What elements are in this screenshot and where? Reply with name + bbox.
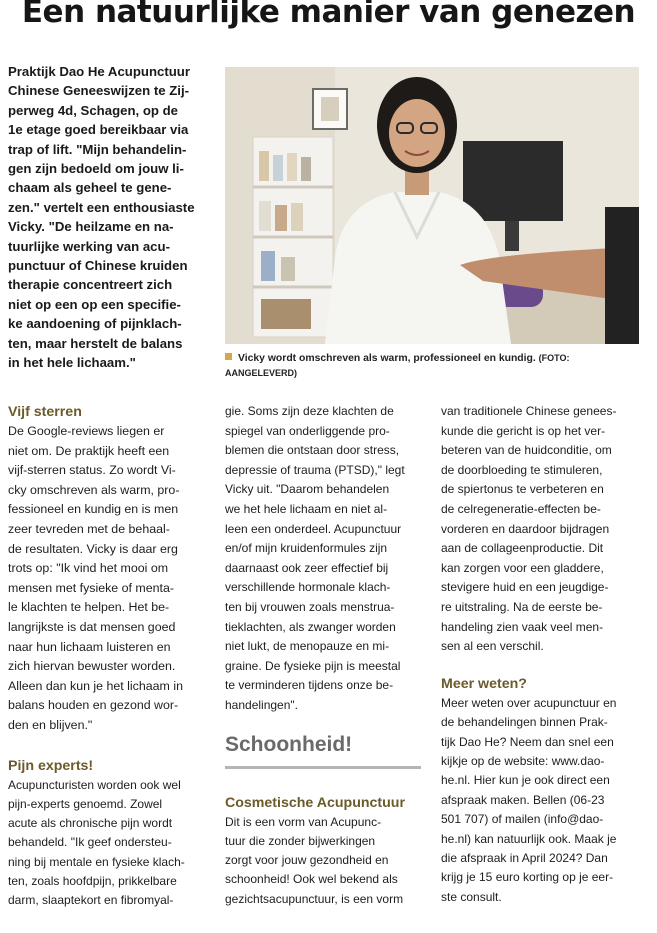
- text-line: den en blijven.": [8, 717, 93, 732]
- text-line: Dit is een vorm van Acupunc-: [225, 814, 382, 829]
- text-line: stevigere huid en een jeugdige-: [441, 580, 609, 595]
- text-line: acute als chronische pijn wordt: [8, 816, 173, 831]
- intro-line: trap of lift. "Mijn behandelin-: [8, 141, 187, 157]
- intro-line: chaam als geheel te gene-: [8, 180, 172, 196]
- text-line: de celregeneratie-effecten be-: [441, 501, 601, 516]
- paragraph-vijf-sterren: [8, 422, 212, 736]
- intro-line: gen zijn bedoeld om jouw li-: [8, 161, 184, 177]
- text-line: te verminderen tijdens onze be-: [225, 678, 394, 693]
- text-line: darm, slaaptekort en fibromyal-: [8, 893, 174, 908]
- caption-text: Vicky wordt omschreven als warm, professioneel en kundig.: [238, 353, 536, 364]
- text-line: niet lukt, de menopauze en mi-: [225, 639, 390, 654]
- article-photo: [225, 67, 639, 344]
- text-line: beteren van de huidconditie, om: [441, 443, 612, 458]
- text-line: gezichtsacupunctuur, is een vorm: [225, 891, 404, 906]
- text-line: trots op: "Ik vind het mooi om: [8, 561, 169, 576]
- text-line: Alleen dan kun je het lichaam in: [8, 678, 183, 693]
- text-line: daarnaast ook zeer effectief bij: [225, 560, 389, 575]
- text-line: leen een onderdeel. Acupunctuur: [225, 521, 402, 536]
- caption-marker-icon: [225, 353, 232, 360]
- text-line: ste consult.: [441, 889, 502, 904]
- text-line: le klachten te helpen. Het be-: [8, 600, 170, 615]
- text-line: cky omschreven als warm, pro-: [8, 482, 180, 497]
- intro-line: perweg 4d, Schagen, op de: [8, 102, 179, 118]
- text-line: ning bij mentale en fysieke klach-: [8, 854, 185, 869]
- photo-caption: [225, 351, 645, 381]
- paragraph-traditionele: [441, 402, 641, 657]
- text-line: handeling zien vaak veel men-: [441, 619, 604, 634]
- intro-paragraph: [8, 62, 212, 373]
- headline: Een natuurlijke manier van genezen: [21, 0, 636, 30]
- intro-line: ke aandoening of pijnklach-: [8, 316, 182, 332]
- text-line: van traditionele Chinese genees-: [441, 404, 617, 418]
- text-line: die afspraak in April 2024? Dan: [441, 850, 608, 865]
- intro-line: Vicky. "De heilzame en na-: [8, 219, 174, 235]
- heading-cosmetische-acupunctuur: Cosmetische Acupunctuur: [225, 794, 405, 811]
- text-line: Acupuncturisten worden ook wel: [8, 777, 181, 792]
- text-line: naar hun lichaam luisteren en: [8, 639, 171, 654]
- text-line: niet om. De praktijk heeft een: [8, 443, 170, 458]
- text-line: sen al een verschil.: [441, 639, 544, 654]
- text-line: afspraak maken. Bellen (06-23: [441, 792, 605, 807]
- heading-meer-weten: Meer weten?: [441, 675, 527, 692]
- text-line: Vicky uit. "Daarom behandelen: [225, 482, 390, 497]
- text-line: ten, zoals hoofdpijn, prikkelbare: [8, 873, 177, 888]
- text-line: de doorbloeding te stimuleren,: [441, 462, 603, 477]
- text-line: behandeld. "Ik geef ondersteu-: [8, 835, 172, 850]
- column-3: [441, 402, 641, 907]
- text-line: tieklachten, als zwanger worden: [225, 619, 396, 634]
- text-line: spiegel van onderliggende pro-: [225, 423, 390, 438]
- paragraph-meer-weten: [441, 694, 641, 907]
- text-line: Meer weten over acupunctuur en: [441, 695, 617, 710]
- intro-line: Chinese Geneeswijzen te Zij-: [8, 83, 190, 99]
- text-line: balans houden en gezond wor-: [8, 698, 179, 713]
- text-line: krijg je 15 euro korting op je eer-: [441, 870, 614, 885]
- text-line: we het hele lichaam en niet al-: [225, 501, 388, 516]
- text-line: ten bij vrouwen zoals menstrua-: [225, 599, 395, 614]
- column-2: [225, 402, 425, 909]
- text-line: fessioneel en kundig en is men: [8, 502, 179, 517]
- text-line: re uitstraling. Na de eerste be-: [441, 599, 603, 614]
- text-line: pijn-experts genoemd. Zowel: [8, 796, 163, 811]
- intro-line: therapie concentreert zich: [8, 277, 173, 293]
- text-line: blemen die ontstaan door stress,: [225, 443, 400, 458]
- text-line: zeer tevreden met de behaal-: [8, 521, 170, 536]
- intro-line: in het hele lichaam.": [8, 355, 136, 371]
- text-line: tuur die zonder bijwerkingen: [225, 833, 376, 848]
- column-1: [8, 402, 212, 911]
- text-line: 501 707) of mailen (info@dao-: [441, 812, 604, 827]
- text-line: tijk Dao He? Neem dan snel een: [441, 734, 614, 749]
- text-line: aan de collageenproductie. Dit: [441, 541, 604, 556]
- text-line: graine. De fysieke pijn is meestal: [225, 658, 401, 673]
- text-line: kan zorgen voor een gladdere,: [441, 560, 604, 575]
- text-line: kijkje op de website: www.dao-: [441, 753, 605, 768]
- intro-line: niet op een op een specifie-: [8, 296, 181, 312]
- intro-line: punctuur of Chinese kruiden: [8, 258, 188, 274]
- text-line: en/of mijn kruidenformules zijn: [225, 541, 388, 556]
- text-line: gie. Soms zijn deze klachten de: [225, 404, 394, 418]
- section-title-schoonheid: Schoonheid!: [225, 732, 353, 756]
- intro-line: ten, maar herstelt de balans: [8, 335, 183, 351]
- intro-line: 1e etage goed bereikbaar via: [8, 122, 189, 138]
- intro-line: zen." vertelt een enthousiaste: [8, 199, 195, 215]
- paragraph-pijn-experts: [8, 776, 212, 911]
- caption-credit-line2: AANGELEVERD): [225, 368, 298, 378]
- text-line: depressie of trauma (PTSD)," legt: [225, 462, 405, 477]
- text-line: zich hiervan bewuster worden.: [8, 659, 176, 674]
- text-line: schoonheid! Ook wel bekend als: [225, 872, 398, 887]
- caption-credit: (FOTO:: [538, 353, 570, 363]
- text-line: de behandelingen binnen Prak-: [441, 715, 608, 730]
- photo-illustration: [225, 67, 639, 344]
- text-line: de spiertonus te verbeteren en: [441, 482, 604, 497]
- text-line: he.nl) kan natuurlijk ook. Maak je: [441, 831, 617, 846]
- text-line: mensen met fysieke of menta-: [8, 580, 174, 595]
- heading-vijf-sterren: Vijf sterren: [8, 404, 82, 420]
- text-line: kunde die gericht is op het ver-: [441, 423, 606, 438]
- text-line: vorderen en daardoor bijdragen: [441, 521, 610, 536]
- text-line: de resultaten. Vicky is daar erg: [8, 541, 178, 556]
- text-line: handelingen".: [225, 697, 298, 712]
- text-line: he.nl. Hier kun je ook direct een: [441, 773, 610, 788]
- intro-line: Praktijk Dao He Acupunctuur: [8, 64, 190, 79]
- text-line: verschillende hormonale klach-: [225, 580, 391, 595]
- text-line: De Google-reviews liegen er: [8, 424, 165, 438]
- heading-pijn-experts: Pijn experts!: [8, 757, 94, 774]
- paragraph-cosmetische: [225, 813, 425, 909]
- text-line: zorgt voor jouw gezondheid en: [225, 853, 389, 868]
- paragraph-continued: [225, 402, 425, 716]
- text-line: vijf-sterren status. Zo wordt Vi-: [8, 463, 176, 478]
- intro-line: tuurlijke werking van acu-: [8, 238, 170, 254]
- text-line: langrijkste is dat mensen goed: [8, 619, 176, 634]
